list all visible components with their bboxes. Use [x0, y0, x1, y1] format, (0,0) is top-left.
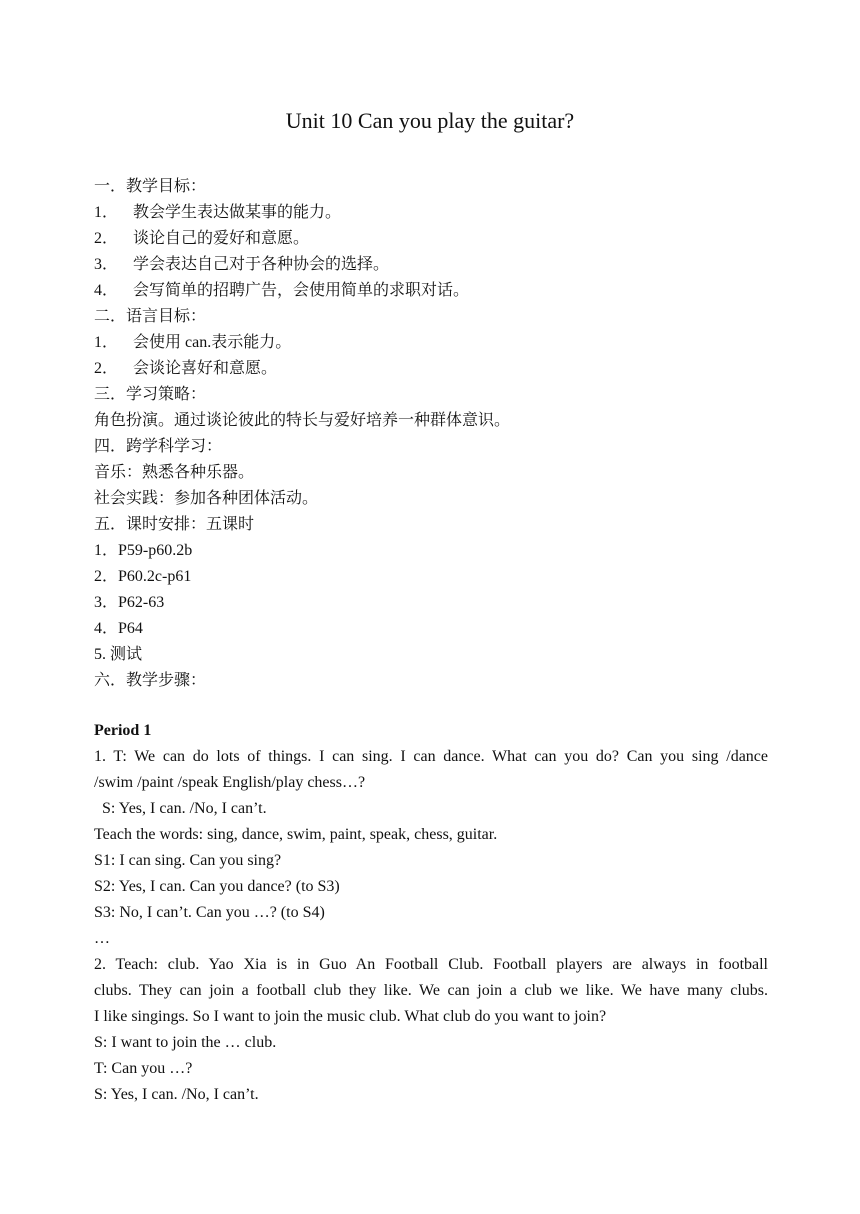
list-item [94, 538, 770, 564]
text-line: S: Yes, I can. /No, I can’t. [94, 1086, 259, 1103]
section-heading-strategy [94, 382, 770, 408]
text-line: clubs. They can join a football club they like. We can join a club we like. We have many clubs. [94, 982, 768, 999]
list-item [94, 330, 770, 356]
outline-section [94, 174, 770, 694]
text-line: S: I want to join the … club. [94, 1034, 277, 1051]
line-text: 3．P62-63 [94, 594, 165, 611]
item-number: 2． [94, 230, 119, 247]
text-line [94, 408, 770, 434]
item-number: 1． [94, 204, 119, 221]
line-text: 会写简单的招聘广告，会使用简单的求职对话。 [133, 282, 470, 299]
line-text: 角色扮演。通过谈论彼此的特长与爱好培养一种群体意识。 [94, 412, 511, 429]
text-line: S3: No, I can’t. Can you …? (to S4) [94, 904, 325, 921]
item-number: 4． [94, 282, 119, 299]
section-heading-objectives [94, 174, 770, 200]
text-line: S1: I can sing. Can you sing? [94, 852, 282, 869]
list-item [94, 642, 770, 668]
line-text: 四．跨学科学习： [94, 438, 223, 455]
text-line: 2. Teach: club. Yao Xia is in Guo An Football Club. Football players are always in football [94, 956, 768, 973]
item-number: 2． [94, 360, 119, 377]
text-line: Teach the words: sing, dance, swim, paint, speak, chess, guitar. [94, 826, 498, 843]
section-heading-language [94, 304, 770, 330]
line-text: 1．P59-p60.2b [94, 542, 193, 559]
list-item [94, 564, 770, 590]
list-item [94, 590, 770, 616]
period-heading: Period 1 [94, 722, 152, 739]
text-line: T: Can you …? [94, 1060, 193, 1077]
line-text: 三．学习策略： [94, 386, 207, 403]
list-item [94, 226, 770, 252]
line-text: 学会表达自己对于各种协会的选择。 [133, 256, 390, 273]
text-line: I like singings. So I want to join the music club. What club do you want to join? [94, 1008, 607, 1025]
text-line [94, 460, 770, 486]
list-item [94, 252, 770, 278]
period-section [94, 718, 768, 1108]
line-text: 五．课时安排：五课时 [94, 516, 255, 533]
section-heading-cross-subject [94, 434, 770, 460]
section-heading-schedule [94, 512, 770, 538]
ellipsis-line: … [94, 930, 110, 947]
item-number: 1． [94, 334, 119, 351]
section-heading-steps [94, 668, 770, 694]
line-text: 二．语言目标： [94, 308, 207, 325]
line-text: 教会学生表达做某事的能力。 [133, 204, 342, 221]
list-item [94, 278, 770, 304]
text-line [94, 486, 770, 512]
line-text: 2．P60.2c-p61 [94, 568, 192, 585]
line-text: 会谈论喜好和意愿。 [133, 360, 278, 377]
text-line: S2: Yes, I can. Can you dance? (to S3) [94, 878, 340, 895]
list-item [94, 616, 770, 642]
line-text: 5. 测试 [94, 646, 143, 663]
list-item [94, 356, 770, 382]
text-line: S: Yes, I can. /No, I can’t. [102, 800, 267, 817]
item-number: 3． [94, 256, 119, 273]
line-text: 会使用 can.表示能力。 [133, 334, 292, 351]
document-title: Unit 10 Can you play the guitar? [285, 108, 575, 133]
list-item [94, 200, 770, 226]
line-text: 一．教学目标： [94, 178, 207, 195]
text-line: 1. T: We can do lots of things. I can sing. I can dance. What can you do? Can you sing /dance [94, 748, 768, 765]
line-text: 4．P64 [94, 620, 143, 637]
line-text: 六．教学步骤： [94, 672, 207, 689]
line-text: 社会实践：参加各种团体活动。 [94, 490, 319, 507]
text-line: /swim /paint /speak English/play chess…? [94, 774, 366, 791]
line-text: 音乐：熟悉各种乐器。 [94, 464, 255, 481]
line-text: 谈论自己的爱好和意愿。 [133, 230, 310, 247]
